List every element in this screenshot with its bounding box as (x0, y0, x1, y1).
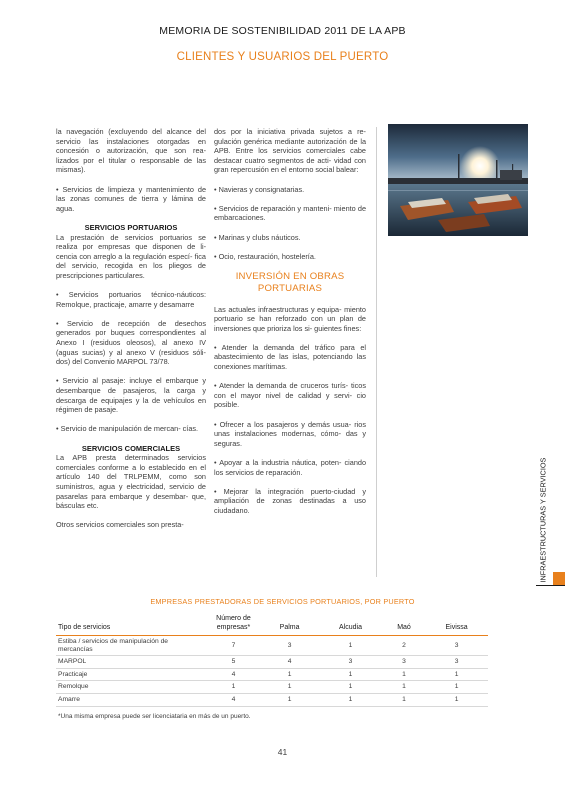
service-providers-table (56, 613, 488, 707)
table-cell: 1 (318, 668, 383, 681)
table-cell: 4 (206, 668, 261, 681)
bullet-item: • Servicios de reparación y manteni- miento de embarcaciones. (214, 203, 366, 223)
table-header-row (56, 613, 488, 636)
bullet-item: • Servicios de limpieza y mantenimiento de las zonas comunes de tierra y lámina de agua. (56, 184, 206, 213)
table-cell: 1 (383, 668, 425, 681)
column-header: Maó (397, 623, 411, 631)
table-row (56, 656, 488, 669)
column-header: Eivissa (445, 623, 468, 631)
table-cell: 7 (206, 636, 261, 656)
table-cell: 3 (261, 636, 318, 656)
bullet-item: • Ocio, restauración, hostelería. (214, 251, 316, 261)
table-cell: 1 (261, 681, 318, 694)
table-cell: 3 (425, 636, 488, 656)
bullet-item: • Atender la demanda de cruceros turís- ticos con el mayor nivel de calidad y servi- cio posible. (214, 381, 366, 410)
table-cell: 1 (425, 668, 488, 681)
table-cell: Estiba / servicios de manipulación de mercancías (56, 636, 206, 656)
subheading-servicios-portuarios: SERVICIOS PORTUARIOS (84, 222, 178, 232)
table-row (56, 668, 488, 681)
table-footnote: *Una misma empresa puede ser licenciataria en más de un puerto. (58, 713, 251, 720)
table-cell: 3 (425, 656, 488, 669)
table-cell: 3 (318, 656, 383, 669)
text-column-left (56, 127, 206, 530)
table-cell: 1 (261, 668, 318, 681)
table-cell: Practicaje (56, 668, 206, 681)
paragraph: La APB presta determinados servicios comerciales conforme a lo establecido en el artículo 140 del TRLPEMM, como son suministros, agua y electricidad, servicio de pasarelas para embarque y desembar- que, básculas etc. (56, 453, 206, 511)
bullet-item: • Apoyar a la industria náutica, poten- ciando los servicios de reparación. (214, 458, 366, 477)
paragraph: Otros servicios comerciales son presta- (56, 520, 184, 530)
side-divider-line (536, 585, 565, 586)
bullet-item: • Navieras y consignatarias. (214, 184, 305, 194)
column-divider (376, 127, 377, 577)
table-cell: 1 (318, 693, 383, 706)
bullet-item: • Atender la demanda del tráfico para el abastecimiento de las islas, potenciando las conexiones marítimas. (214, 342, 366, 372)
heading-inversion-obras: INVERSIÓN EN OBRAS PORTUARIAS (235, 270, 345, 294)
column-header: Número de empresas* (216, 615, 251, 631)
bullet-item: • Servicio de recepción de desechos generados por buques correspondientes al Anexo I (residuos oleosos), al anexo IV (aguas sucias) y al anexo V (residuos sóli- dos) del Convenio MARPOL 73/78. (56, 318, 206, 367)
table-cell: MARPOL (56, 656, 206, 669)
section-title: CLIENTES Y USUARIOS DEL PUERTO (176, 51, 389, 63)
text-column-middle (214, 127, 366, 516)
paragraph: Las actuales infraestructuras y equipa- miento portuario se han reforzado con un plan de inversiones que prioriza los si- guientes fines: (214, 304, 366, 333)
table-cell: Amarre (56, 693, 206, 706)
table-cell: 5 (206, 656, 261, 669)
column-header: Alcudia (339, 623, 363, 631)
section-side-label (536, 455, 550, 585)
table-cell: 1 (318, 681, 383, 694)
subheading-servicios-comerciales: SERVICIOS COMERCIALES (81, 443, 181, 453)
table-cell: 4 (206, 693, 261, 706)
table-cell: 1 (261, 693, 318, 706)
table-cell: 3 (383, 656, 425, 669)
paragraph: La prestación de servicios portuarios se realiza por empresas que disponen de li- cencia con arreglo a la regulación especí- fica del servicio, recogida en los pliegos de prescripciones particulares. (56, 232, 206, 280)
page-number: 41 (277, 747, 288, 757)
header-title: MEMORIA DE SOSTENIBILIDAD 2011 DE LA APB (159, 25, 406, 37)
table-cell: 4 (261, 656, 318, 669)
table-cell: 1 (318, 636, 383, 656)
column-header: Palma (279, 623, 300, 631)
table-cell: 2 (383, 636, 425, 656)
side-accent-bar (553, 572, 565, 586)
table-row (56, 636, 488, 656)
paragraph: dos por la iniciativa privada sujetos a re- gulación genérica mediante autorización de la APB. Entre los servicios comerciales cabe destacar cuatro segmentos de acti- vidad con gran repercusión en el entorno social balear: (214, 127, 366, 175)
table-cell: 1 (383, 681, 425, 694)
bullet-item: • Marinas y clubs náuticos. (214, 232, 301, 242)
bullet-item: • Servicio de manipulación de mercan- cías. (56, 424, 199, 434)
bullet-item: • Ofrecer a los pasajeros y demás usua- rios unas instalaciones modernas, cómo- das y seguras. (214, 419, 366, 448)
table-cell: Remolque (56, 681, 206, 694)
bullet-item: • Mejorar la integración puerto-ciudad y ampliación de zonas destinadas a uso ciudadano. (214, 486, 366, 515)
bullet-item: • Servicios portuarios técnico-náuticos: Remolque, practicaje, amarre y desamarre (56, 290, 206, 309)
table-row (56, 693, 488, 706)
table-cell: 1 (425, 693, 488, 706)
table-cell: 1 (206, 681, 261, 694)
side-label-text: INFRAESTRUCTURAS Y SERVICIOS (538, 457, 548, 583)
table-cell: 1 (425, 681, 488, 694)
column-header: Tipo de servicios (58, 623, 111, 631)
table-row (56, 681, 488, 694)
bullet-item: • Servicio al pasaje: incluye el embarque y desembarque de pasajeros, la carga y descarga de equipajes y la de vehículos en régimen de pasaje. (56, 376, 206, 415)
table-title: EMPRESAS PRESTADORAS DE SERVICIOS PORTUARIOS, POR PUERTO (150, 597, 415, 606)
paragraph: la navegación (excluyendo del alcance del servicio las instalaciones otorgadas en concesión o autorización, que son rea- lizados por el titular o responsable de las mismas). (56, 127, 206, 175)
table-cell: 1 (383, 693, 425, 706)
harbor-photo (388, 124, 528, 236)
